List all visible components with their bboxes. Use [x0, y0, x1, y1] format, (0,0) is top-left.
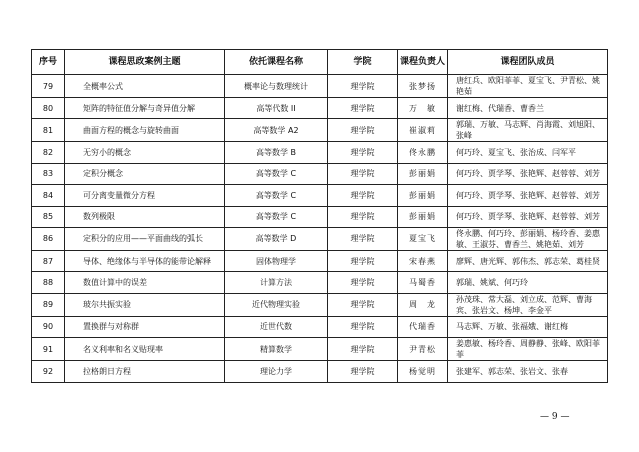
leader-cell: 尹青松: [398, 338, 448, 361]
leader-cell: 张梦扬: [398, 75, 448, 98]
leader-cell: 彭丽娟: [398, 163, 448, 184]
page-number: — 9 —: [540, 412, 570, 422]
course-cell: 计算方法: [225, 272, 328, 293]
team-cell: 唐红兵、欧阳菲菲、夏宝飞、尹青松、姚艳茹: [448, 75, 608, 98]
row-number-cell: 84: [32, 185, 65, 206]
table-row: [32, 250, 608, 271]
table-row: [32, 227, 608, 250]
row-number-cell: 90: [32, 316, 65, 337]
topic-cell: 矩阵的特征值分解与奇异值分解: [65, 98, 225, 119]
row-number-cell: 87: [32, 250, 65, 271]
topic-cell: 可分离变量微分方程: [65, 185, 225, 206]
course-cell: 精算数学: [225, 338, 328, 361]
team-cell: 何巧玲、贾学琴、张艳辉、赵蓉蓉、刘芳: [448, 206, 608, 227]
table-row: [32, 185, 608, 206]
college-cell: 理学院: [328, 227, 398, 250]
course-cell: 高等数学 B: [225, 142, 328, 163]
topic-cell: 全概率公式: [65, 75, 225, 98]
table-row: [32, 272, 608, 293]
table-row: [32, 163, 608, 184]
team-cell: 郭瑞、万敏、马志辉、肖海霞、刘旭阳、张峰: [448, 119, 608, 142]
topic-cell: 拉格朗日方程: [65, 361, 225, 382]
course-cell: 高等数学 C: [225, 185, 328, 206]
table-header-row: [32, 50, 608, 75]
team-cell: 何巧玲、贾学琴、张艳辉、赵蓉蓉、刘芳: [448, 185, 608, 206]
college-cell: 理学院: [328, 338, 398, 361]
row-number-cell: 89: [32, 293, 65, 316]
course-cell: 高等数学 C: [225, 206, 328, 227]
team-cell: 谢红梅、代瑞香、曹香兰: [448, 98, 608, 119]
topic-cell: 玻尔共振实验: [65, 293, 225, 316]
college-cell: 理学院: [328, 272, 398, 293]
row-number-cell: 79: [32, 75, 65, 98]
table-row: [32, 98, 608, 119]
leader-cell: 夏宝飞: [398, 227, 448, 250]
topic-cell: 导体、绝缘体与半导体的能带论解释: [65, 250, 225, 271]
college-cell: 理学院: [328, 142, 398, 163]
topic-cell: 数列极限: [65, 206, 225, 227]
table-row: [32, 316, 608, 337]
team-cell: 张建军、郭志荣、张岩文、张春: [448, 361, 608, 382]
table-row: [32, 361, 608, 382]
col-header-leader: 课程负责人: [398, 50, 448, 75]
college-cell: 理学院: [328, 316, 398, 337]
team-cell: 何巧玲、夏宝飞、张治成、闫军平: [448, 142, 608, 163]
topic-cell: 名义利率和名义贴现率: [65, 338, 225, 361]
table-row: [32, 142, 608, 163]
team-cell: 姜惠敏、杨玲香、周静静、张峰、欧阳菲菲: [448, 338, 608, 361]
course-cell: 高等数学 D: [225, 227, 328, 250]
leader-cell: 彭丽娟: [398, 185, 448, 206]
topic-cell: 定积分概念: [65, 163, 225, 184]
col-header-college: 学院: [328, 50, 398, 75]
row-number-cell: 92: [32, 361, 65, 382]
college-cell: 理学院: [328, 361, 398, 382]
row-number-cell: 82: [32, 142, 65, 163]
college-cell: 理学院: [328, 293, 398, 316]
course-cell: 理论力学: [225, 361, 328, 382]
team-cell: 孙茂珠、常大磊、刘立成、范辉、曹海宾、张岩文、杨坤、李金平: [448, 293, 608, 316]
college-cell: 理学院: [328, 206, 398, 227]
topic-cell: 曲面方程的概念与旋转曲面: [65, 119, 225, 142]
col-header-topic: 课程思政案例主题: [65, 50, 225, 75]
college-cell: 理学院: [328, 185, 398, 206]
topic-cell: 置换群与对称群: [65, 316, 225, 337]
course-cell: 近代物理实验: [225, 293, 328, 316]
row-number-cell: 85: [32, 206, 65, 227]
topic-cell: 数值计算中的误差: [65, 272, 225, 293]
col-header-team: 课程团队成员: [448, 50, 608, 75]
leader-cell: 佟永鹏: [398, 142, 448, 163]
course-case-table: [31, 49, 608, 383]
row-number-cell: 86: [32, 227, 65, 250]
topic-cell: 无穷小的概念: [65, 142, 225, 163]
row-number-cell: 80: [32, 98, 65, 119]
table-row: [32, 293, 608, 316]
college-cell: 理学院: [328, 75, 398, 98]
course-cell: 高等代数 II: [225, 98, 328, 119]
college-cell: 理学院: [328, 163, 398, 184]
row-number-cell: 81: [32, 119, 65, 142]
table-row: [32, 206, 608, 227]
college-cell: 理学院: [328, 98, 398, 119]
leader-cell: 万 敏: [398, 98, 448, 119]
col-header-course: 依托课程名称: [225, 50, 328, 75]
leader-cell: 宋春燕: [398, 250, 448, 271]
team-cell: 廖辉、唐光辉、郭伟杰、郭志荣、葛桂贤: [448, 250, 608, 271]
leader-cell: 周 龙: [398, 293, 448, 316]
leader-cell: 杨觉明: [398, 361, 448, 382]
row-number-cell: 88: [32, 272, 65, 293]
col-header-number: 序号: [32, 50, 65, 75]
table-row: [32, 338, 608, 361]
course-cell: 概率论与数理统计: [225, 75, 328, 98]
table-row: [32, 75, 608, 98]
leader-cell: 崔淑莉: [398, 119, 448, 142]
course-cell: 高等数学 A2: [225, 119, 328, 142]
course-cell: 高等数学 C: [225, 163, 328, 184]
leader-cell: 代瑞香: [398, 316, 448, 337]
team-cell: 马志辉、万敏、张福娥、谢红梅: [448, 316, 608, 337]
college-cell: 理学院: [328, 250, 398, 271]
leader-cell: 彭丽娟: [398, 206, 448, 227]
leader-cell: 马蜀香: [398, 272, 448, 293]
college-cell: 理学院: [328, 119, 398, 142]
course-cell: 固体物理学: [225, 250, 328, 271]
team-cell: 郭瑞、姚斌、何巧玲: [448, 272, 608, 293]
row-number-cell: 83: [32, 163, 65, 184]
team-cell: 何巧玲、贾学琴、张艳辉、赵蓉蓉、刘芳: [448, 163, 608, 184]
row-number-cell: 91: [32, 338, 65, 361]
table-row: [32, 119, 608, 142]
course-cell: 近世代数: [225, 316, 328, 337]
topic-cell: 定积分的应用——平面曲线的弧长: [65, 227, 225, 250]
team-cell: 佟永鹏、何巧玲、彭丽娟、杨玲香、姜惠敏、王淑芬、曹香兰、姚艳茹、刘芳: [448, 227, 608, 250]
